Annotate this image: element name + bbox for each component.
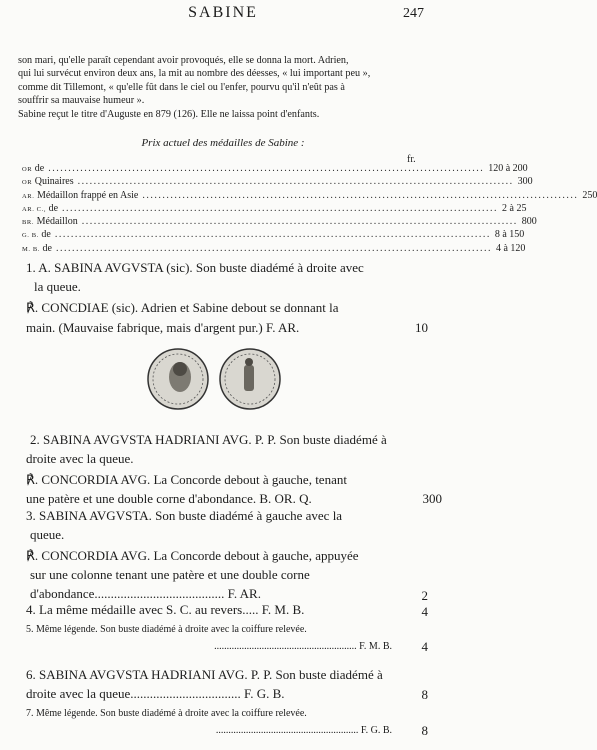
intro-line: qui lui survécut environ deux ans, la mit au nombre des déesses, « lui important peu », — [18, 68, 371, 80]
entry-price: 2 — [421, 588, 428, 603]
price-value: 800 — [521, 216, 537, 228]
entry-price: 300 — [422, 491, 442, 506]
entry-price: 4 — [421, 604, 428, 619]
entry-price: 4 — [421, 639, 428, 654]
entry-line: 6. SABINA AVGVSTA HADRIANI AVG. P. P. Son buste diadémé à — [26, 667, 383, 682]
entry-price: 10 — [415, 320, 428, 335]
entry-line: une patère et une double corne d'abondance. B. OR. Q. — [26, 491, 312, 506]
price-label: Médaillon — [36, 216, 78, 228]
intro-line: Sabine reçut le titre d'Auguste en 879 (126). Elle ne laissa point d'enfants. — [18, 108, 320, 120]
price-row: M. B. de ............................................................................................................. 4 à 120 — [22, 242, 526, 254]
price-metal: M. B. — [22, 245, 40, 253]
intro-paragraph — [18, 54, 426, 121]
price-row: OR de ............................................................................................................. 120 à 200 — [22, 163, 528, 174]
entry-price: 8 — [421, 687, 428, 702]
coin-obverse-reverse — [138, 347, 338, 411]
price-metal: AR. C., — [22, 205, 47, 213]
price-value: 4 à 120 — [495, 242, 526, 254]
price-label: de — [48, 202, 59, 214]
price-row: AR. Médaillon frappé en Asie ............................................................................................................. 250 — [22, 189, 597, 201]
price-row: OR Quinaires ............................................................................................................. 300 — [22, 176, 533, 188]
entry-line: ℟. CONCORDIA AVG. La Concorde debout à gauche, appuyée — [26, 548, 359, 563]
entry-line: main. (Mauvaise fabrique, mais d'argent pur.) F. AR. — [26, 320, 300, 335]
entry-line: la queue. — [34, 279, 81, 294]
price-value: 2 à 25 — [502, 202, 527, 214]
entry-line: 4. La même médaille avec S. C. au revers..... F. M. B. — [26, 602, 305, 617]
price-metal: OR — [22, 179, 33, 187]
coin-illustration — [138, 347, 338, 411]
intro-line: son mari, qu'elle paraît cependant avoir provoqués, elle se donna la mort. Adrien, — [18, 55, 349, 66]
price-row: G. B. de ............................................................................................................. 8 à 150 — [22, 229, 525, 241]
entry-line: sur une colonne tenant une patère et une double corne — [30, 567, 310, 582]
price-label: de — [42, 242, 52, 254]
price-metal: OR — [22, 166, 33, 173]
price-metal: BR. — [22, 219, 35, 227]
price-metal: G. B. — [22, 232, 39, 240]
entry-line: 2. SABINA AVGVSTA HADRIANI AVG. P. P. Son buste diadémé à — [30, 432, 387, 447]
price-label: de — [34, 163, 45, 174]
intro-line: souffrir sa mauvaise humeur ». — [18, 95, 145, 107]
entry-line: ......................................................... F. M. B. — [214, 641, 392, 652]
price-label: de — [41, 229, 51, 241]
entry-line: 5. Même légende. Son buste diadémé à droite avec la coiffure relevée. — [26, 624, 307, 635]
page-title: SABINE — [188, 4, 258, 21]
entry-line: queue. — [30, 527, 65, 542]
price-value: 300 — [517, 176, 533, 188]
entry-line: d'abondance........................................ F. AR. — [30, 586, 261, 601]
price-value: 8 à 150 — [494, 229, 525, 241]
price-label: Quinaires — [34, 176, 74, 188]
page-number: 247 — [403, 6, 424, 21]
intro-line: comme dit Tillemont, « qu'elle fût dans le ciel ou l'enfer, pourvu qu'il n'eût pas à — [18, 81, 345, 93]
price-metal: AR. — [22, 192, 35, 200]
entry-line: droite avec la queue.................................. F. G. B. — [26, 686, 285, 701]
price-unit: fr. — [407, 154, 416, 165]
price-row: AR. C., de ............................................................................................................. 2 à 25 — [22, 202, 527, 214]
entry-line: 7. Même légende. Son buste diadémé à droite avec la coiffure relevée. — [26, 708, 307, 719]
price-label: Médaillon frappé en Asie — [36, 189, 139, 201]
price-row: BR. Médaillon ............................................................................................................. 800 — [22, 216, 537, 228]
entry-line: ℟. CONCDIAE (sic). Adrien et Sabine debout se donnant la — [26, 300, 339, 315]
price-value: 120 à 200 — [488, 163, 528, 174]
entry-line: droite avec la queue. — [26, 451, 134, 466]
entry-line: ℟. CONCORDIA AVG. La Concorde debout à gauche, tenant — [26, 472, 347, 487]
entry-line: 3. SABINA AVGVSTA. Son buste diadémé à gauche avec la — [26, 508, 343, 523]
price-table — [22, 163, 597, 256]
entry-line: 1. A. SABINA AVGVSTA (sic). Son buste diadémé à droite avec — [26, 260, 364, 275]
entry-line: ......................................................... F. G. B. — [215, 725, 392, 736]
price-value: 250 — [582, 189, 597, 201]
entry-price: 8 — [421, 723, 428, 738]
price-heading: Prix actuel des médailles de Sabine : — [141, 137, 305, 149]
